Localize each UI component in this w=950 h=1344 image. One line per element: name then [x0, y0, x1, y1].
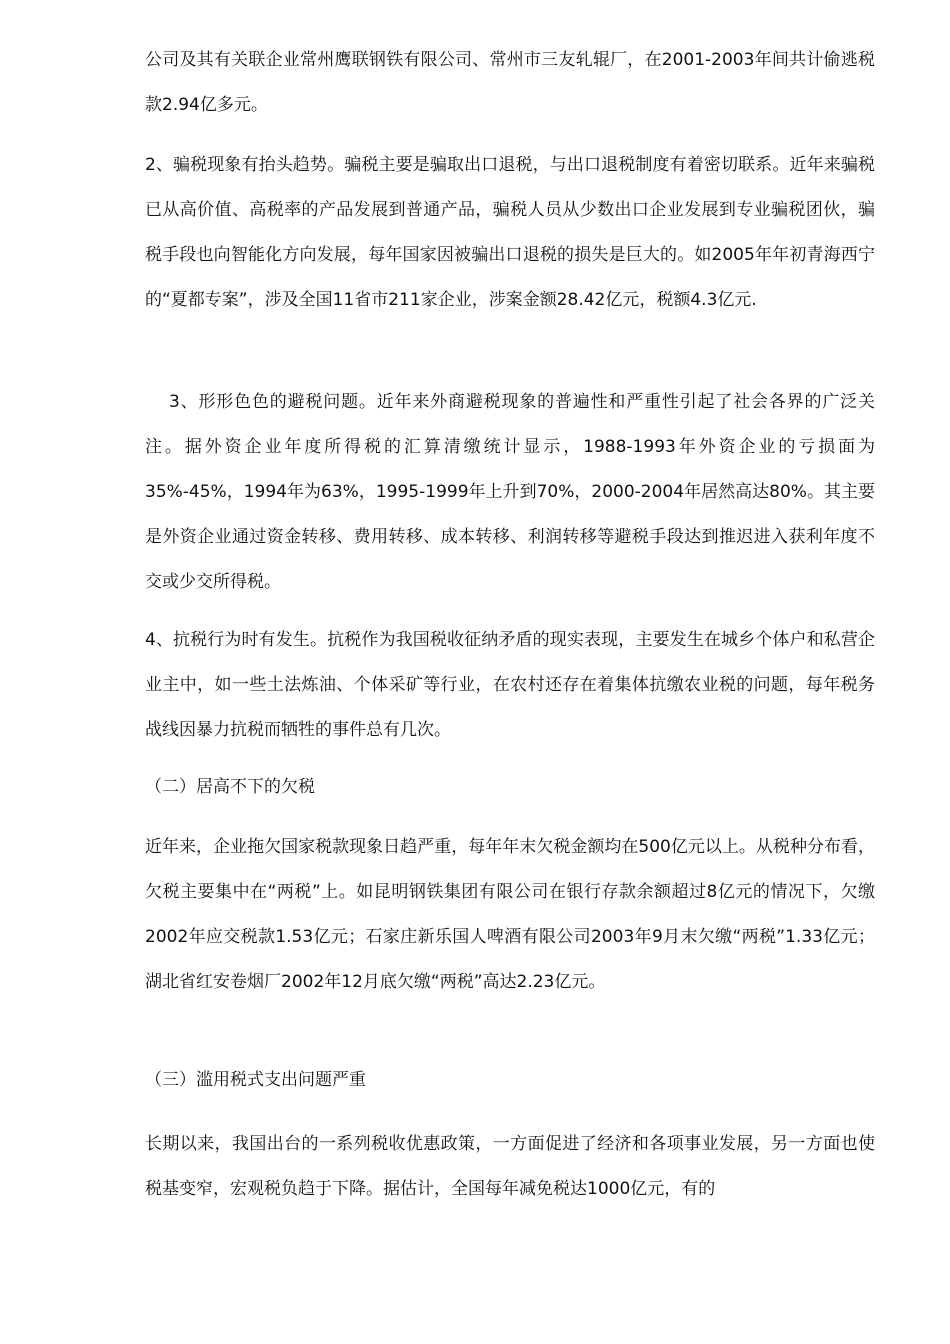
paragraph-tax-arrears: 近年来，企业拖欠国家税款现象日趋严重，每年年末欠税金额均在500亿元以上。从税种分布看，欠税主要集中在“两税”上。如昆明钢铁集团有限公司在银行存款余额超过8亿元的情况下，欠缴2002年应交税款1.53亿元；石家庄新乐国人啤酒有限公司2003年9月末欠缴“两税”1.33亿元；湖北省红安卷烟厂2002年12月底欠缴“两税”高达2.23亿元。 [145, 837, 875, 992]
section-heading-tax-arrears: （二）居高不下的欠税 [145, 777, 315, 797]
paragraph-tax-resistance: 4、抗税行为时有发生。抗税作为我国税收征纳矛盾的现实表现，主要发生在城乡个体户和私营企业主中，如一些土法炼油、个体采矿等行业，在农村还存在着集体抗缴农业税的问题，每年税务战线因暴力抗税而牺牲的事件总有几次。 [145, 630, 875, 740]
section-heading-tax-expenditure: （三）滥用税式支出问题严重 [145, 1070, 366, 1090]
paragraph-tax-fraud: 2、骗税现象有抬头趋势。骗税主要是骗取出口退税，与出口退税制度有着密切联系。近年来骗税已从高价值、高税率的产品发展到普通产品，骗税人员从少数出口企业发展到专业骗税团伙，骗税手段也向智能化方向发展，每年国家因被骗出口退税的损失是巨大的。如2005年年初青海西宁的“夏都专案”，涉及全国11省市211家企业，涉案金额28.42亿元，税额4.3亿元. [145, 155, 875, 310]
paragraph-tax-evasion-case: 公司及其有关联企业常州鹰联钢铁有限公司、常州市三友轧辊厂，在2001-2003年间共计偷逃税款2.94亿多元。 [145, 50, 875, 115]
paragraph-tax-avoidance: 3、形形色色的避税问题。近年来外商避税现象的普遍性和严重性引起了社会各界的广泛关注。据外资企业年度所得税的汇算清缴统计显示，1988-1993年外资企业的亏损面为35%-45%，1994年为63%，1995-1999年上升到70%，2000-2004年居然高达80%。其主要是外资企业通过资金转移、费用转移、成本转移、利润转移等避税手段达到推迟进入获利年度不交或少交所得税。 [145, 392, 875, 592]
paragraph-tax-expenditure: 长期以来，我国出台的一系列税收优惠政策，一方面促进了经济和各项事业发展，另一方面也使税基变窄，宏观税负趋于下降。据估计，全国每年减免税达1000亿元，有的 [145, 1134, 875, 1199]
